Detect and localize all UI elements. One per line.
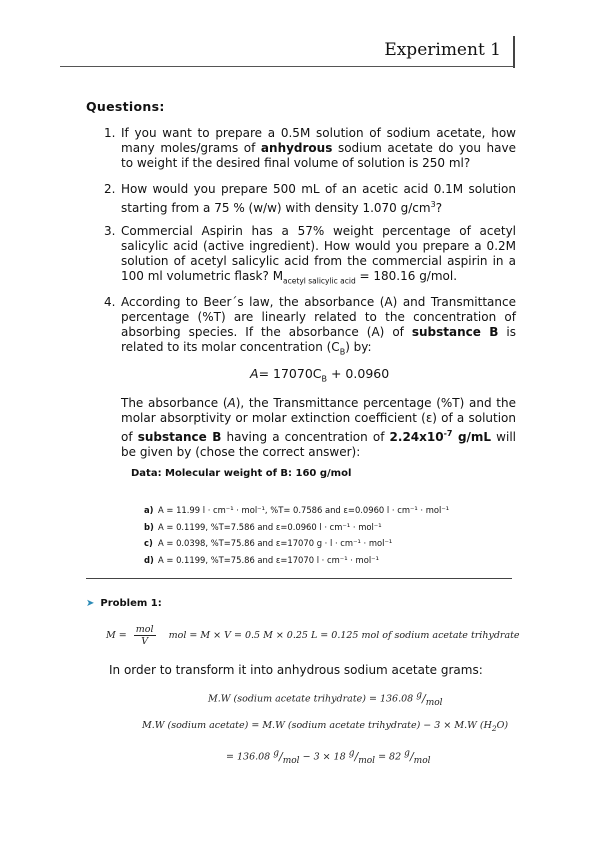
question-2: 2. How would you prepare 500 mL of an acetic acid 0.1M solution starting from a 75 % (w/w) with density 1.070 $g/cm^3$? (104, 182, 516, 215)
option-a: a) A = 11.99 l · cm⁻¹ · mol⁻¹, %T= 0.7586 and ε=0.0960 l · cm⁻¹ · mol⁻¹ (144, 505, 450, 515)
beer-law-formula: $A= 17070C_B + 0.0960$ (250, 366, 390, 384)
answer-options (144, 505, 449, 571)
molarity-equation: M = $\frac{\text{mol}}{V}$ mol = M × V = 0.5 M × 0.25 L = 0.125 mol of sodium acetate trihydrate (106, 624, 520, 647)
option-c: c) A = 0.0398, %T=75.86 and ε=17070 g · l · cm⁻¹ · mol⁻¹ (144, 538, 393, 548)
transform-text: In order to transform it into anhydrous sodium acetate grams: (109, 663, 483, 677)
question-3: 3. Commercial Aspirin has a 57% weight percentage of acetyl salicylic acid (active ingredient). How would you prepare a 0.2M solution of acetyl salicylic acid from the commercial aspirin in a 100 ml volumetric flask? $M_{acetyl salicylic acid} = 180.16$ g/mol. (104, 224, 516, 286)
question-1: 1. If you want to prepare a 0.5M solution of sodium acetate, how many moles/grams of anhydrous sodium acetate do you have to weight if the desired final volume of solution is 250 ml? (104, 126, 516, 170)
section-divider (86, 578, 512, 579)
question-4-paragraph: The absorbance (A), the Transmittance percentage (%T) and the molar absorptivity or molar extinction coefficient (ε) of a solution of substance B having a concentration of $2.24x10^{-7}$ g/mL will be given by (chose the correct answer): (121, 396, 517, 459)
option-d: d) A = 0.1199, %T=75.86 and ε=17070 l · cm⁻¹ · mol⁻¹ (144, 554, 379, 565)
header-bar (513, 36, 515, 68)
problem-1-heading: ➤ Problem 1: (86, 598, 162, 609)
data-line: Data: Molecular weight of B: 160 g/mol (131, 468, 352, 479)
mw-trihydrate-equation: M.W (sodium acetate trihydrate) = 136.08 $^g/_{mol}$ (208, 690, 443, 708)
mw-result-equation: = 136.08 $^g/_{mol} - 3 \times 18$ $^g/_{mol} = 82$ $^g/_{mol}$ (226, 748, 431, 766)
chevron-right-icon: ➤ (86, 598, 95, 609)
option-b: b) A = 0.1199, %T=7.586 and ε=0.0960 l · cm⁻¹ · mol⁻¹ (144, 521, 382, 532)
questions-heading: Questions: (86, 99, 165, 114)
question-4: 4. According to Beer´s law, the absorbance (A) and Transmittance percentage (%T) are linearly related to the concentration of absorbing species. If the absorbance (A) of substance B is related to its molar concentration $(C_B)$ by: (104, 295, 516, 357)
experiment-title: Experiment 1 (384, 40, 501, 60)
page-header (60, 36, 515, 67)
mw-anhydrous-equation: M.W (sodium acetate) = M.W (sodium acetate trihydrate) − 3 × M.W $(H_2O)$ (142, 720, 509, 733)
